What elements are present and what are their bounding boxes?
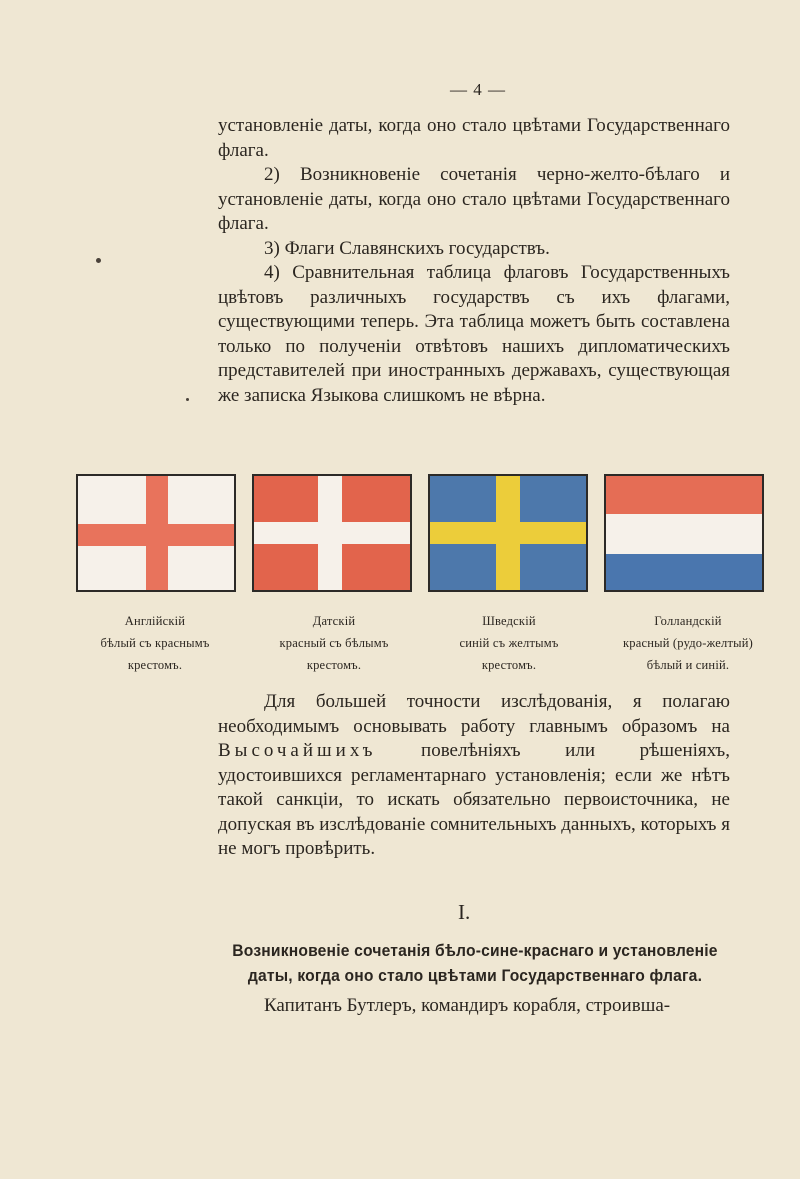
paragraph-item-4: 4) Сравнительная таблица флаговъ Государственныхъ цвѣтовъ различныхъ государствъ съ ихъ флагами, существующими теперь. Эта таблица можетъ быть составлена только по полученіи отвѣтовъ нашихъ дипломатическихъ представителей при иностранныхъ державахъ, существующая же записка Языкова слишкомъ не вѣрна.: [218, 262, 730, 406]
print-speck: [96, 258, 101, 263]
text-block-bottom: [218, 690, 730, 862]
paragraph-continuation: установленіе даты, когда оно стало цвѣтами Государственнаго флага.: [218, 115, 730, 161]
dutch-flag-top-stripe: [606, 476, 762, 514]
print-speck: [186, 398, 189, 401]
swedish-flag-caption: [414, 610, 604, 676]
flags-illustration: [76, 474, 776, 596]
paragraph-item-3: 3) Флаги Славянскихъ государствъ.: [264, 237, 550, 259]
danish-flag-vertical-bar: [318, 476, 342, 590]
caption-line: Голландскій: [654, 614, 722, 628]
english-flag: [76, 474, 236, 592]
caption-line: бѣлый и синій.: [646, 658, 730, 672]
swedish-flag: [428, 474, 588, 592]
caption-line: бѣлый съ краснымъ: [100, 636, 210, 650]
caption-line: синій съ желтымъ: [459, 636, 559, 650]
dutch-flag: [604, 474, 764, 592]
page-number: — 4 —: [450, 80, 506, 99]
caption-line: красный (рудо-желтый): [623, 636, 753, 650]
caption-line: Датскій: [312, 614, 356, 628]
dutch-flag-caption: [588, 610, 788, 676]
caption-line: крестомъ.: [127, 658, 183, 672]
spaced-emphasis: Высочайшихъ: [218, 740, 377, 761]
chapter-title: Возникновеніе сочетанія бѣло-сине-краснаго и установленіе даты, когда оно стало цвѣтами Государственнаго флага.: [232, 941, 718, 985]
paragraph-item-2: 2) Возникновеніе сочетанія черно-желто-бѣлаго и установленіе даты, когда оно стало цвѣтами Государственнаго флага.: [218, 164, 730, 234]
danish-flag: [252, 474, 412, 592]
english-flag-caption: [60, 610, 250, 676]
dutch-flag-bottom-stripe: [606, 554, 762, 592]
paragraph-chapter-start: Капитанъ Бутлеръ, командиръ корабля, строивша-: [264, 995, 671, 1016]
caption-line: крестомъ.: [306, 658, 362, 672]
dutch-flag-middle-stripe: [606, 514, 762, 554]
caption-line: красный съ бѣлымъ: [279, 636, 389, 650]
swedish-flag-vertical-bar: [496, 476, 520, 590]
text-block-top: [218, 114, 730, 408]
chapter-number: I.: [458, 900, 471, 924]
text-run: повелѣніяхъ или рѣшеніяхъ, удостоившихся регламентарнаго установленія; если же нѣтъ такой санкціи, то искать обязательно первоисточника, не допуская въ изслѣдованіе сомнительныхъ данныхъ, которыхъ я не могъ провѣрить.: [218, 740, 730, 859]
danish-flag-caption: [239, 610, 429, 676]
caption-line: Шведскій: [482, 614, 536, 628]
caption-line: крестомъ.: [481, 658, 537, 672]
english-flag-vertical-bar: [146, 476, 168, 590]
caption-line: Англійскій: [124, 614, 186, 628]
text-run: Для большей точности изслѣдованія, я полагаю необходимымъ основывать работу главнымъ образомъ на: [218, 691, 730, 737]
paragraph-methodology: [218, 690, 730, 862]
